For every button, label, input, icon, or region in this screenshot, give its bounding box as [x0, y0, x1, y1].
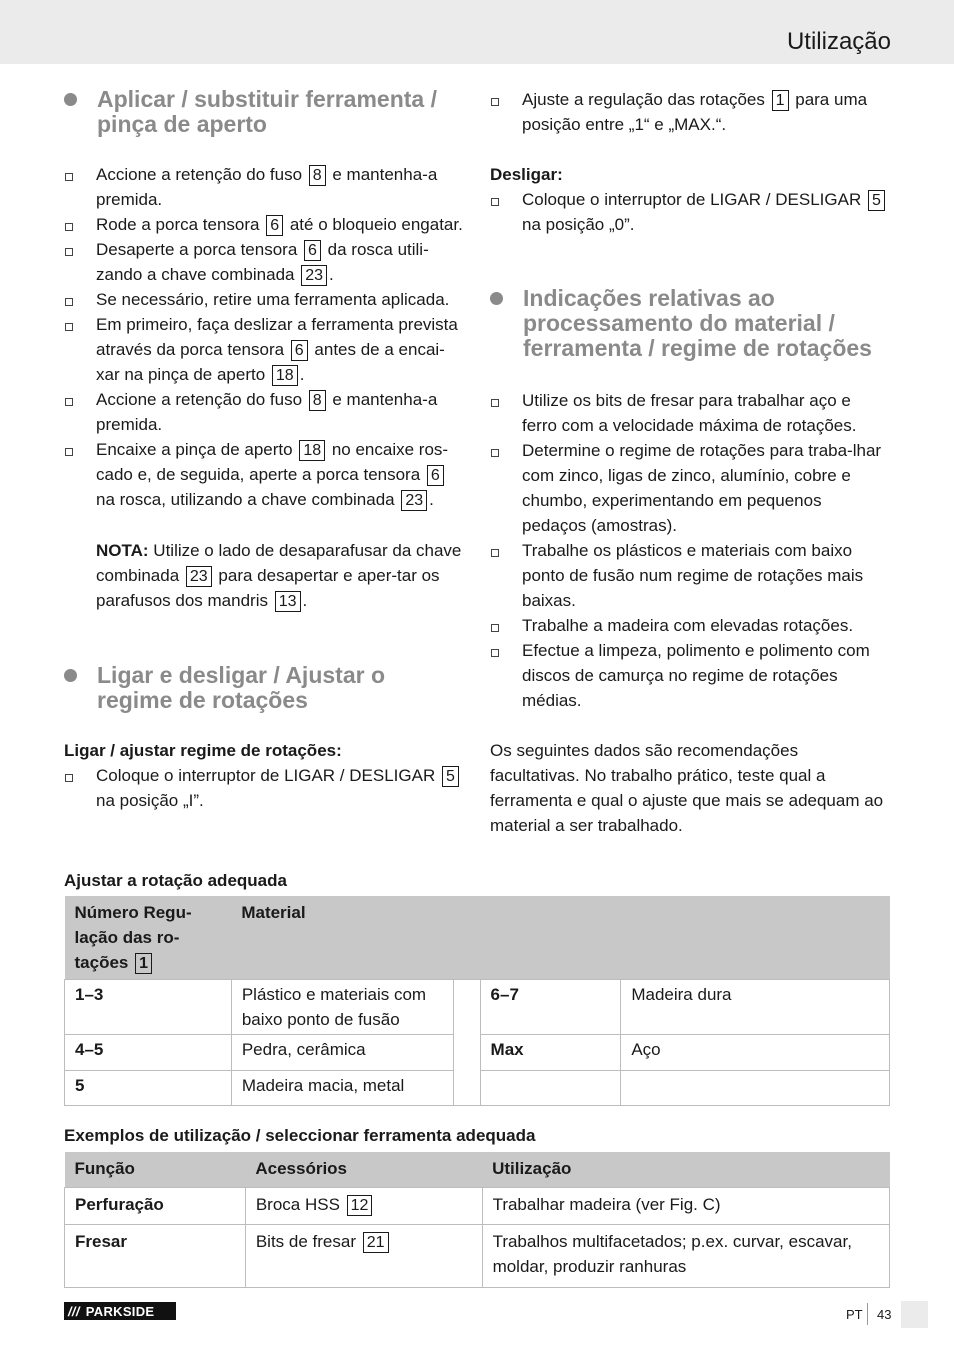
ref-number: 1 [135, 953, 152, 974]
table-header-row: Função Acessórios Utilização [65, 1152, 890, 1187]
list-item [64, 312, 464, 387]
bullet-dot-icon [64, 669, 77, 682]
checkbox-bullet-icon [491, 449, 499, 457]
checkbox-bullet-icon [491, 649, 499, 657]
list-text: Accione a retenção do fuso [96, 390, 307, 409]
list-text: Coloque o interruptor de LIGAR / DESLIGAR [522, 190, 866, 209]
footer-tab [901, 1301, 928, 1328]
subheading-switch-off: Desligar: [490, 165, 563, 184]
list-text: Determine o regime de rotações para traba-lhar com zinco, ligas de zinco, alumínio, cobre e chumbo, experimentando em pequenos pedaços (amostras). [522, 441, 882, 535]
list-item [64, 162, 464, 212]
list-text: Efectue a limpeza, polimento e polimento com discos de camurça no regime de rotações médias. [522, 641, 870, 710]
list-text: Utilize o lado de desaparafusar da chave combinada [96, 541, 462, 585]
table-row: Perfuração Broca HSS 12 Trabalhar madeira (ver Fig. C) [65, 1187, 890, 1224]
checkbox-bullet-icon [65, 774, 73, 782]
list-text: Accione a retenção do fuso [96, 165, 307, 184]
list-text: e mantenha-a premida. [96, 390, 438, 434]
ref-number: 23 [401, 490, 427, 511]
speed-table [64, 896, 890, 1106]
list-text: . [302, 591, 308, 610]
checkbox-bullet-icon [65, 323, 73, 331]
list-item [490, 638, 890, 713]
speed-adjust-list [490, 87, 890, 137]
ref-number: 6 [291, 340, 308, 361]
list-text: e mantenha-a premida. [96, 165, 438, 209]
ref-number: 8 [309, 165, 326, 186]
table-header-cell: Número Regu-lação das ro-tações 1 [65, 896, 232, 980]
ref-number: 18 [299, 440, 325, 461]
checkbox-bullet-icon [65, 398, 73, 406]
ref-number: 12 [347, 1195, 373, 1216]
ref-number: 8 [309, 390, 326, 411]
list-text: da rosca utili-zando a chave combinada [96, 240, 429, 284]
switch-off-list [490, 187, 890, 237]
list-item [64, 287, 464, 312]
section-heading-material: Indicações relativas ao processamento do material / ferramenta / regime de rotações [490, 286, 890, 361]
list-text: Utilize os bits de fresar para trabalhar aço e ferro com a velocidade máxima de rotações. [522, 391, 857, 435]
language-code: PT [846, 1307, 863, 1322]
list-text: . [329, 265, 334, 284]
note-paragraph [96, 538, 464, 613]
list-text: no encaixe ros-cado e, de seguida, aperte a porca tensora [96, 440, 449, 484]
list-text: para desapertar e aper-tar os parafusos dos mandris [96, 566, 440, 610]
list-text: Coloque o interruptor de LIGAR / DESLIGAR [96, 766, 440, 785]
bullet-dot-icon [64, 93, 77, 106]
table-row: 1–3 Plástico e materiais com baixo ponto de fusão 6–7 Madeira dura [65, 980, 890, 1035]
list-text: Ajuste a regulação das rotações [522, 90, 770, 109]
list-item [490, 187, 890, 237]
ref-number: 5 [442, 766, 459, 787]
ref-number: 23 [301, 265, 327, 286]
material-tips-list [490, 388, 890, 713]
checkbox-bullet-icon [491, 198, 499, 206]
list-item [490, 613, 890, 638]
table-speed-heading: Ajustar a rotação adequada [64, 871, 287, 890]
bullet-dot-icon [490, 292, 503, 305]
switch-on-list [64, 763, 464, 813]
ref-number: 6 [266, 215, 283, 236]
checkbox-bullet-icon [65, 173, 73, 181]
page-title: Utilização [786, 28, 891, 55]
list-text: na posição „I”. [96, 791, 204, 810]
list-text: para uma posição entre „1“ e „MAX.“. [522, 90, 868, 134]
checkbox-bullet-icon [491, 98, 499, 106]
checkbox-bullet-icon [491, 549, 499, 557]
footer-divider [867, 1303, 868, 1325]
list-text: Encaixe a pinça de aperto [96, 440, 298, 459]
list-text: até o bloqueio engatar. [285, 215, 463, 234]
list-item [64, 763, 464, 813]
ref-number: 18 [272, 365, 298, 386]
usage-table [64, 1152, 890, 1288]
page-number: 43 [877, 1307, 892, 1322]
list-item [64, 437, 464, 512]
ref-number: 13 [275, 591, 301, 612]
list-item [490, 438, 890, 538]
checkbox-bullet-icon [491, 624, 499, 632]
table-usage-heading: Exemplos de utilização / seleccionar ferramenta adequada [64, 1126, 536, 1145]
ref-number: 6 [427, 465, 444, 486]
checkbox-bullet-icon [65, 248, 73, 256]
list-item [490, 538, 890, 613]
checkbox-bullet-icon [65, 298, 73, 306]
list-item [490, 388, 890, 438]
subheading-switch-on: Ligar / ajustar regime de rotações: [64, 741, 342, 760]
list-text: Trabalhe a madeira com elevadas rotações. [522, 616, 854, 635]
tool-steps-list [64, 162, 464, 512]
list-item [490, 87, 890, 137]
note-label: NOTA: [96, 541, 149, 560]
checkbox-bullet-icon [491, 399, 499, 407]
table-header-cell: Material [231, 896, 889, 980]
list-item [64, 212, 464, 237]
table-row: 5 Madeira macia, metal [65, 1071, 890, 1106]
checkbox-bullet-icon [65, 448, 73, 456]
list-text: Em primeiro, faça deslizar a ferramenta prevista através da porca tensora [96, 315, 458, 359]
ref-number: 21 [363, 1232, 389, 1253]
section-heading-power: Ligar e desligar / Ajustar o regime de rotações [64, 663, 464, 713]
list-text: . [299, 365, 305, 384]
list-text: antes de a encai-xar na pinça de aperto [96, 340, 445, 384]
list-item [64, 237, 464, 287]
ref-number: 5 [868, 190, 885, 211]
table-row: Fresar Bits de fresar 21 Trabalhos multifacetados; p.ex. curvar, escavar, moldar, produzir ranhuras [65, 1224, 890, 1287]
list-text: Rode a porca tensora [96, 215, 265, 234]
list-text: na posição „0”. [522, 215, 635, 234]
table-header-row [65, 896, 890, 980]
checkbox-bullet-icon [65, 223, 73, 231]
ref-number: 23 [186, 566, 212, 587]
list-text: Trabalhe os plásticos e materiais com baixo ponto de fusão num regime de rotações mais baixas. [522, 541, 864, 610]
list-text: . [429, 490, 434, 509]
list-text: Se necessário, retire uma ferramenta aplicada. [96, 290, 450, 309]
recommendation-paragraph: Os seguintes dados são recomendações facultativas. No trabalho prático, teste qual a ferramenta e qual o ajuste que mais se adequam ao material a ser trabalhado. [490, 741, 884, 835]
section-heading-tool: Aplicar / substituir ferramenta / pinça de aperto [64, 87, 464, 137]
parkside-logo: /// PARKSIDE [64, 1302, 176, 1320]
ref-number: 1 [772, 90, 789, 111]
ref-number: 6 [304, 240, 321, 261]
table-row: 4–5 Pedra, cerâmica Max Aço [65, 1035, 890, 1071]
list-item [64, 387, 464, 437]
list-text: na rosca, utilizando a chave combinada [96, 490, 400, 509]
list-text: Desaperte a porca tensora [96, 240, 303, 259]
